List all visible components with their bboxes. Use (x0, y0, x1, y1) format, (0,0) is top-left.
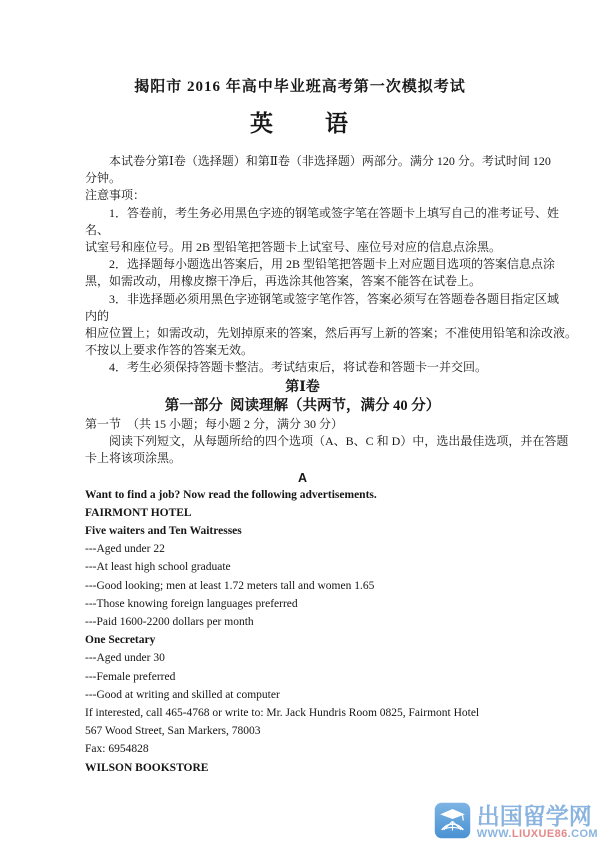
notice-item: 1．答卷前，考生务必用黑色字迹的钢笔或签字笔在答题卡上填写自己的准考证号、姓 (109, 205, 560, 220)
notice-item: 4．考生必须保持答题卡整洁。考试结束后，将试卷和答题卡一并交回。 (109, 360, 488, 375)
exam-title: 揭阳市 2016 年高中毕业班高考第一次模拟考试 (134, 79, 466, 95)
instruction-line: 卡上将该项涂黑。 (85, 451, 182, 466)
passage-line: Fax: 6954828 (85, 743, 149, 756)
watermark-url-www: WWW. (476, 828, 512, 840)
liuxue86-watermark (434, 801, 598, 845)
passage-line: Five waiters and Ten Waitresses (85, 525, 242, 538)
instruction-line: 阅读下列短文，从每题所给的四个选项（A、B、C 和 D）中，选出最佳选项，并在答题 (109, 434, 569, 449)
notice-item: 内的 (85, 308, 110, 323)
notice-item: 不按以上要求作答的答案无效。 (85, 343, 254, 358)
subsection-line: 第一节 （共 15 小题；每小题 2 分，满分 30 分） (85, 416, 344, 431)
passage-line: Want to find a job? Now read the following advertisements. (85, 488, 377, 501)
passage-line: ---Paid 1600-2200 dollars per month (85, 616, 254, 629)
passage-label: A (297, 470, 308, 485)
passage-line: One Secretary (85, 634, 156, 647)
watermark-url (477, 828, 598, 841)
intro-line: 分钟。 (85, 171, 122, 186)
watermark-url-tld: .COM (567, 828, 598, 840)
passage-line: ---Good at writing and skilled at computer (85, 688, 280, 701)
notice-item: 2．选择题每小题选出答案后，用 2B 型铅笔把答题卡上对应题目选项的答案信息点涂 (109, 257, 556, 272)
watermark-url-site: LIUXUE86 (511, 828, 568, 840)
passage-line: ---Those knowing foreign languages preferred (85, 597, 298, 610)
notice-item: 3．非选择题必须用黑色字迹钢笔或签字笔作答，答案必须写在答题卷各题目指定区域 (109, 291, 560, 306)
passage-line: ---Good looking; men at least 1.72 meters tall and women 1.65 (85, 579, 375, 592)
passage-line: ---Aged under 22 (85, 543, 165, 556)
watermark-text (477, 805, 598, 841)
notice-item: 名、 (85, 222, 110, 237)
watermark-site-name: 出国留学网 (476, 803, 592, 829)
passage-line: WILSON BOOKSTORE (85, 761, 209, 774)
notice-heading: 注意事项： (85, 188, 146, 203)
intro-line: 本试卷分第Ⅰ卷（选择题）和第Ⅱ卷（非选择题）两部分。满分 120 分。考试时间 120 (109, 154, 551, 168)
notice-item: 试室号和座位号。用 2B 型铅笔把答题卡上试室号、座位号对应的信息点涂黑。 (85, 240, 502, 255)
volume-heading: 第Ⅰ卷 (285, 379, 320, 395)
graduation-cap-icon (434, 801, 471, 845)
notice-item: 黑，如需改动，用橡皮擦干净后，再选涂其他答案，答案不能答在试卷上。 (85, 274, 482, 289)
passage-line: ---At least high school graduate (85, 561, 231, 574)
exam-body (85, 153, 578, 777)
notice-item: 相应位置上；如需改动，先划掉原来的答案，然后再写上新的答案；不准使用铅笔和涂改液。 (85, 326, 578, 341)
passage-line: ---Aged under 30 (85, 652, 165, 665)
passage-line: If interested, call 465-4768 or write to: Mr. Jack Hundris Room 0825, Fairmont Hotel (85, 707, 480, 720)
subject-title: 英 语 (250, 111, 350, 136)
passage-line: 567 Wood Street, San Markers, 78003 (85, 725, 261, 738)
part-heading: 第一部分 阅读理解（共两节，满分 40 分） (164, 397, 441, 414)
passage-line: FAIRMONT HOTEL (85, 506, 192, 519)
passage-line: ---Female preferred (85, 670, 176, 683)
